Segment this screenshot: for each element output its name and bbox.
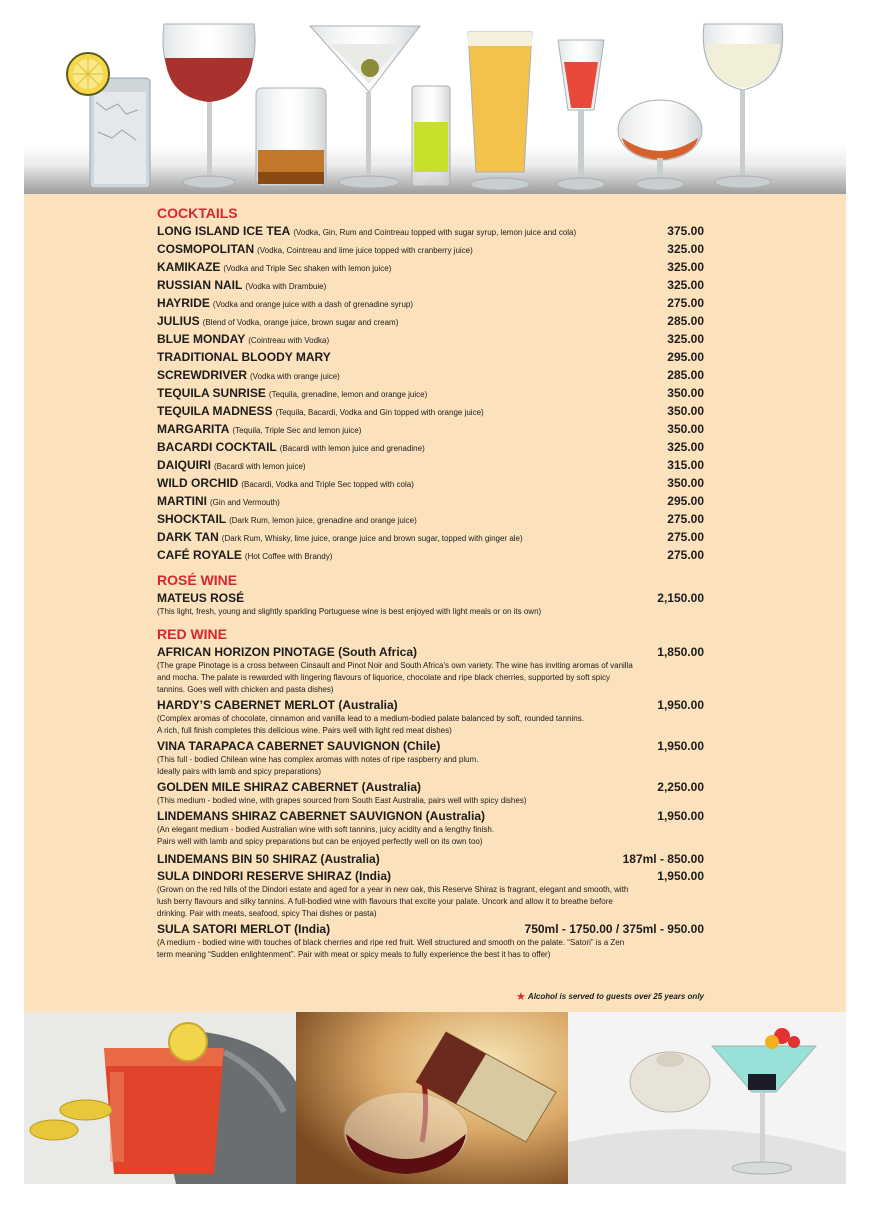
item-desc: (Vodka, Cointreau and lime juice topped with cranberry juice)	[257, 246, 473, 255]
item-name: COSMOPOLITAN	[157, 242, 255, 256]
desc-line: drinking. Pair with meats, seafood, spicy Thai dishes or pasta)	[157, 909, 377, 918]
item-name: MATEUS ROSÉ	[157, 591, 245, 605]
item-desc	[157, 884, 704, 920]
cocktail-item	[157, 312, 704, 330]
cocktail-item	[157, 384, 704, 402]
wine-item	[157, 644, 704, 696]
item-desc	[157, 824, 704, 848]
desc-line: term meaning “Sudden enlightenment”. Pair with meat or spicy meals to fully experience the best it has to offer)	[157, 950, 551, 959]
item-desc: (Dark Rum, Whisky, lime juice, orange juice and brown sugar, topped with ginger ale)	[221, 534, 523, 543]
section-title-rose-wine: ROSÉ WINE	[157, 572, 238, 588]
item-name: MARTINI	[157, 494, 207, 508]
item-name: SULA SATORI MERLOT (India)	[157, 922, 331, 936]
cocktail-item	[157, 240, 704, 258]
item-name: CAFÉ ROYALE	[157, 548, 242, 562]
desc-line: (The grape Pinotage is a cross between Cinsault and Pinot Noir and South Africa’s own variety. The wine has inviting aromas of vanilla	[157, 661, 633, 670]
item-desc: (Tequila, Triple Sec and lemon juice)	[232, 426, 362, 435]
item-desc: (Dark Rum, lemon juice, grenadine and orange juice)	[229, 516, 417, 525]
item-desc: (Cointreau with Vodka)	[248, 336, 330, 345]
age-notice	[516, 990, 704, 1003]
desc-line: lush berry flavours and silky tannins. A full-bodied wine with flavours that excite your palate. Uncork and allow it to breathe before	[157, 897, 613, 906]
item-desc: (Tequila, Bacardi, Vodka and Gin topped with orange juice)	[275, 408, 484, 417]
cocktail-item	[157, 258, 704, 276]
glassware-illustration	[24, 22, 846, 194]
item-price: 2,150.00	[657, 591, 704, 605]
cocktail-item	[157, 222, 704, 240]
item-price: 295.00	[667, 350, 704, 364]
item-price: 1,950.00	[657, 869, 704, 883]
blue-cocktail-photo	[568, 1012, 846, 1184]
item-name: LONG ISLAND ICE TEA	[157, 224, 291, 238]
wine-item	[157, 738, 704, 778]
desc-line: Pairs well with lamb and spicy preparations but can be enjoyed perfectly well on its own too)	[157, 837, 483, 846]
item-desc	[157, 713, 704, 737]
desc-line: (Complex aromas of chocolate, cinnamon and vanilla lead to a medium-bodied palate balanced by soft, rounded tannins.	[157, 714, 584, 723]
desc-line: and mocha. The palate is rewarded with lingering flavours of liquorice, chocolate and ripe black cherries, supported by soft spicy	[157, 673, 610, 682]
item-name: TRADITIONAL BLOODY MARY	[157, 350, 331, 364]
item-price: 285.00	[667, 314, 704, 328]
item-price: 2,250.00	[657, 780, 704, 794]
item-name: RUSSIAN NAIL	[157, 278, 243, 292]
item-desc: (Blend of Vodka, orange juice, brown sugar and cream)	[202, 318, 399, 327]
item-name: KAMIKAZE	[157, 260, 221, 274]
desc-line: A rich, full finish completes this delicious wine. Pairs well with light red meat dishes)	[157, 726, 452, 735]
item-price: 325.00	[667, 278, 704, 292]
cocktail-item	[157, 366, 704, 384]
item-name: WILD ORCHID	[157, 476, 239, 490]
item-name: SULA DINDORI RESERVE SHIRAZ (India)	[157, 869, 392, 883]
wine-item	[157, 851, 704, 867]
desc-line: (This light, fresh, young and slightly sparkling Portuguese wine is best enjoyed with light meals or on its own)	[157, 607, 542, 616]
item-price: 325.00	[667, 242, 704, 256]
item-name: TEQUILA SUNRISE	[157, 386, 266, 400]
bloody-mary-photo	[24, 1012, 296, 1184]
item-name: HARDY’S CABERNET MERLOT (Australia)	[157, 698, 398, 712]
cocktail-item	[157, 348, 704, 366]
top-glassware-banner	[24, 22, 846, 194]
item-name: DARK TAN	[157, 530, 219, 544]
cocktail-item	[157, 528, 704, 546]
item-name: SHOCKTAIL	[157, 512, 227, 526]
item-name: LINDEMANS SHIRAZ CABERNET SAUVIGNON (Australia)	[157, 809, 486, 823]
item-name: GOLDEN MILE SHIRAZ CABERNET (Australia)	[157, 780, 422, 794]
item-name: TEQUILA MADNESS	[157, 404, 273, 418]
wine-item	[157, 779, 704, 807]
item-price: 275.00	[667, 296, 704, 310]
whisky-tumbler-icon	[256, 88, 326, 186]
item-price: 325.00	[667, 332, 704, 346]
desc-line: tannins. Goes well with chicken and pasta dishes)	[157, 685, 334, 694]
item-price: 1,950.00	[657, 739, 704, 753]
item-name: HAYRIDE	[157, 296, 210, 310]
item-price: 750ml - 1750.00 / 375ml - 950.00	[524, 922, 704, 936]
item-desc: (Gin and Vermouth)	[210, 498, 280, 507]
item-price: 375.00	[667, 224, 704, 238]
item-price: 285.00	[667, 368, 704, 382]
item-price: 350.00	[667, 386, 704, 400]
item-price: 350.00	[667, 422, 704, 436]
cocktail-item	[157, 546, 704, 564]
bottom-photo-strip	[24, 1012, 846, 1184]
item-price: 325.00	[667, 260, 704, 274]
wine-item	[157, 868, 704, 920]
beer-glass-icon	[468, 32, 532, 190]
item-price: 1,850.00	[657, 645, 704, 659]
desc-line: (Grown on the red hills of the Dindori estate and aged for a year in new oak, this Reserve Shiraz is fragrant, elegant and smooth, with	[157, 885, 629, 894]
menu-panel	[24, 194, 846, 1012]
item-desc: (Bacardi with lemon juice)	[214, 462, 306, 471]
item-desc	[157, 795, 704, 807]
item-desc: (Vodka with orange juice)	[250, 372, 340, 381]
item-price: 1,950.00	[657, 698, 704, 712]
desc-line: (An elegant medium - bodied Australian wine with soft tannins, juicy acidity and a lengthy finish.	[157, 825, 495, 834]
item-price: 275.00	[667, 548, 704, 562]
item-name: JULIUS	[157, 314, 200, 328]
item-price: 275.00	[667, 512, 704, 526]
item-desc	[157, 660, 704, 696]
item-price: 350.00	[667, 404, 704, 418]
wine-item	[157, 808, 704, 848]
item-desc: (Bacardi with lemon juice and grenadine)	[279, 444, 425, 453]
item-name: AFRICAN HORIZON PINOTAGE (South Africa)	[157, 645, 417, 659]
age-notice-text: Alcohol is served to guests over 25 years only	[527, 992, 704, 1001]
wine-item	[157, 921, 704, 961]
item-desc: (Hot Coffee with Brandy)	[244, 552, 333, 561]
item-price: 315.00	[667, 458, 704, 472]
item-price: 295.00	[667, 494, 704, 508]
red-wine-pour-photo	[296, 1012, 568, 1184]
item-desc: (Tequila, grenadine, lemon and orange juice)	[268, 390, 428, 399]
item-name: BLUE MONDAY	[157, 332, 246, 346]
desc-line: (This full - bodied Chilean wine has complex aromas with notes of ripe raspberry and plum.	[157, 755, 479, 764]
item-desc: (Bacardi, Vodka and Triple Sec topped with cola)	[241, 480, 414, 489]
cocktail-item	[157, 402, 704, 420]
shot-glass-icon	[412, 86, 450, 186]
item-name: SCREWDRIVER	[157, 368, 248, 382]
item-name: LINDEMANS BIN 50 SHIRAZ (Australia)	[157, 852, 380, 866]
item-price: 325.00	[667, 440, 704, 454]
item-name: MARGARITA	[157, 422, 230, 436]
item-desc	[157, 606, 704, 618]
item-price: 275.00	[667, 530, 704, 544]
section-title-red-wine: RED WINE	[157, 626, 227, 642]
item-desc	[157, 754, 704, 778]
item-name: DAIQUIRI	[157, 458, 211, 472]
item-name: VINA TARAPACA CABERNET SAUVIGNON (Chile)	[157, 739, 441, 753]
cocktail-item	[157, 420, 704, 438]
item-desc: (Vodka with Drambuie)	[245, 282, 327, 291]
desc-line: Ideally pairs with lamb and spicy preparations)	[157, 767, 322, 776]
section-title-cocktails: COCKTAILS	[157, 205, 238, 221]
cocktail-item	[157, 294, 704, 312]
item-price: 350.00	[667, 476, 704, 490]
item-name: BACARDI COCKTAIL	[157, 440, 277, 454]
cocktail-item	[157, 492, 704, 510]
cocktail-item	[157, 510, 704, 528]
item-desc: (Vodka, Gin, Rum and Cointreau topped with sugar syrup, lemon juice and cola)	[293, 228, 577, 237]
item-price: 1,950.00	[657, 809, 704, 823]
desc-line: (A medium - bodied wine with touches of black cherries and ripe red fruit. Well structured and smooth on the palate. “Satori” is a Zen	[157, 938, 625, 947]
cocktail-item	[157, 276, 704, 294]
cocktail-list	[157, 222, 704, 564]
cocktail-item	[157, 474, 704, 492]
star-icon: ★	[516, 991, 526, 1003]
item-price: 187ml - 850.00	[622, 852, 704, 866]
wine-item	[157, 697, 704, 737]
cocktail-item	[157, 330, 704, 348]
wine-item	[157, 590, 704, 618]
item-desc: (Vodka and Triple Sec shaken with lemon juice)	[223, 264, 392, 273]
menu-body	[157, 204, 704, 961]
desc-line: (This medium - bodied wine, with grapes sourced from South East Australia, pairs well with spicy dishes)	[157, 796, 527, 805]
cocktail-item	[157, 456, 704, 474]
cocktail-item	[157, 438, 704, 456]
item-desc: (Vodka and orange juice with a dash of grenadine syrup)	[212, 300, 414, 309]
item-desc	[157, 937, 704, 961]
